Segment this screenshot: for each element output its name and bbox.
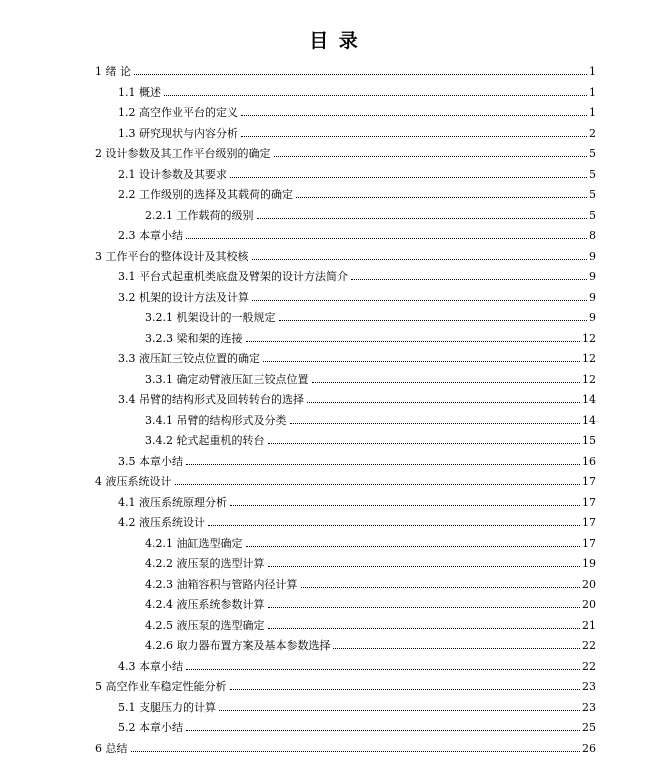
toc-entry-page-number: 22 [582, 659, 596, 673]
toc-entry-page-number: 1 [589, 65, 596, 78]
toc-entry-title: 4.2.2 液压泵的选型计算 [145, 557, 265, 570]
page-title: 目 录 [309, 30, 360, 52]
toc-entry[interactable] [145, 428, 596, 448]
toc-entry[interactable] [95, 141, 596, 161]
toc-entry-title: 3.1 平台式起重机类底盘及臂架的设计方法简介 [118, 270, 348, 283]
toc-entry[interactable] [95, 674, 596, 694]
toc-entry-page-number: 17 [582, 536, 596, 550]
toc-entry[interactable] [95, 469, 596, 489]
dot-leader [175, 484, 581, 485]
toc-entry-page-number: 23 [582, 680, 596, 693]
toc-entry-page-number: 1 [589, 85, 596, 99]
dot-leader [268, 566, 581, 567]
toc-entry-page-number: 20 [582, 577, 596, 591]
toc-entry[interactable] [118, 223, 596, 243]
toc-entry-page-number: 5 [589, 188, 596, 201]
dot-leader [268, 607, 581, 608]
dot-leader [241, 115, 587, 116]
toc-entry-page-number: 14 [582, 393, 596, 406]
toc-entry-page-number: 20 [582, 598, 596, 611]
toc-entry-page-number: 14 [582, 413, 596, 427]
toc-entry[interactable] [118, 715, 596, 735]
dot-leader [208, 525, 580, 526]
toc-entry-title: 5.2 本章小结 [118, 721, 183, 734]
dot-leader [134, 74, 587, 75]
toc-entry-title: 3.4 吊臂的结构形式及回转转台的选择 [118, 393, 304, 406]
dot-leader [333, 648, 580, 649]
toc-entry-page-number: 5 [589, 147, 596, 160]
toc-entry[interactable] [95, 736, 596, 756]
toc-entry[interactable] [145, 203, 596, 223]
toc-entry-page-number: 15 [582, 434, 596, 447]
toc-entry-title: 6 总结 [95, 741, 128, 755]
toc-entry-title: 1 绪 论 [95, 65, 131, 78]
dot-leader [246, 546, 581, 547]
dot-leader [186, 464, 580, 465]
toc-entry[interactable] [118, 80, 596, 100]
toc-entry-title: 3.2 机架的设计方法及计算 [118, 290, 249, 304]
dot-leader [301, 587, 581, 588]
toc-entry[interactable] [118, 387, 596, 407]
toc-entry[interactable] [95, 59, 596, 79]
toc-entry-title: 4.2 液压系统设计 [118, 516, 205, 529]
dot-leader [351, 279, 587, 280]
toc-entry-page-number: 17 [582, 495, 596, 509]
dot-leader [230, 505, 580, 506]
toc-entry[interactable] [118, 490, 596, 510]
toc-entry-title: 2.1 设计参数及其要求 [118, 167, 227, 181]
toc-entry[interactable] [118, 162, 596, 182]
toc-entry-title: 2.3 本章小结 [118, 229, 183, 242]
toc-entry-page-number: 5 [589, 167, 596, 181]
dot-leader [290, 423, 581, 424]
toc-entry[interactable] [145, 551, 596, 571]
dot-leader [279, 320, 588, 321]
dot-leader [230, 177, 587, 178]
toc-entry-title: 4.1 液压系统原理分析 [118, 495, 227, 509]
toc-entry-title: 3.3.1 确定动臂液压缸三铰点位置 [145, 372, 309, 386]
toc-entry-page-number: 9 [589, 311, 596, 324]
toc-entry-page-number: 12 [582, 352, 596, 365]
dot-leader [131, 751, 581, 752]
dot-leader [296, 197, 587, 198]
toc-entry[interactable] [118, 449, 596, 469]
toc-entry-title: 4 液压系统设计 [95, 475, 172, 488]
toc-entry-title: 3.3 液压缸三铰点位置的确定 [118, 352, 260, 365]
dot-leader [257, 218, 588, 219]
toc-entry-title: 4.2.5 液压泵的选型确定 [145, 618, 265, 632]
dot-leader [186, 238, 587, 239]
toc-entry[interactable] [145, 613, 596, 633]
toc-entry-page-number: 9 [589, 249, 596, 263]
toc-entry-page-number: 12 [582, 372, 596, 386]
dot-leader [268, 443, 581, 444]
dot-leader [252, 259, 588, 260]
toc-entry-page-number: 19 [582, 557, 596, 570]
toc-entry-page-number: 8 [589, 229, 596, 242]
toc-entry[interactable] [145, 367, 596, 387]
toc-entry-page-number: 9 [589, 290, 596, 304]
toc-entry-title: 3.4.2 轮式起重机的转台 [145, 434, 265, 447]
toc-entry-title: 4.2.6 取力器布置方案及基本参数选择 [145, 639, 331, 652]
dot-leader [274, 156, 588, 157]
toc-entry-page-number: 26 [582, 741, 596, 755]
toc-entry-title: 2.2 工作级别的选择及其载荷的确定 [118, 188, 293, 201]
toc-entry-page-number: 23 [582, 700, 596, 714]
toc-entry-title: 4.2.1 油缸选型确定 [145, 536, 243, 550]
toc-entry-title: 3.4.1 吊臂的结构形式及分类 [145, 413, 287, 427]
toc-entry[interactable] [118, 695, 596, 715]
toc-entry-title: 4.2.3 油箱容积与管路内径计算 [145, 577, 298, 591]
toc-entry-page-number: 21 [582, 618, 596, 632]
toc-entry-title: 3.2.3 梁和架的连接 [145, 331, 243, 345]
dot-leader [186, 669, 580, 670]
dot-leader [164, 95, 587, 96]
toc-entry-page-number: 12 [582, 331, 596, 345]
toc-entry-page-number: 1 [589, 106, 596, 119]
toc-entry[interactable] [118, 100, 596, 120]
toc-entry[interactable] [118, 510, 596, 530]
dot-leader [230, 689, 581, 690]
toc-entry[interactable] [118, 346, 596, 366]
toc-entry-title: 5.1 支腿压力的计算 [118, 700, 216, 714]
dot-leader [312, 382, 581, 383]
dot-leader [268, 628, 581, 629]
toc-entry-page-number: 5 [589, 208, 596, 222]
dot-leader [219, 710, 580, 711]
toc-entry-title: 3 工作平台的整体设计及其校核 [95, 249, 249, 263]
toc-entry-title: 1.1 概述 [118, 85, 161, 99]
toc-entry-title: 4.3 本章小结 [118, 659, 183, 673]
toc-entry-title: 1.2 高空作业平台的定义 [118, 106, 238, 119]
toc-entry[interactable] [118, 121, 596, 141]
toc-entry[interactable] [145, 592, 596, 612]
toc-entry-title: 3.5 本章小结 [118, 454, 183, 468]
toc-entry-page-number: 22 [582, 639, 596, 652]
toc-entry[interactable] [145, 326, 596, 346]
toc-entry[interactable] [95, 244, 596, 264]
toc-entry-page-number: 25 [582, 721, 596, 734]
toc-entry-page-number: 17 [582, 475, 596, 488]
toc-entry-page-number: 2 [589, 126, 596, 140]
dot-leader [186, 730, 580, 731]
toc-entry[interactable] [145, 531, 596, 551]
toc-entry-title: 1.3 研究现状与内容分析 [118, 126, 238, 140]
toc-entry-title: 5 高空作业车稳定性能分析 [95, 680, 227, 693]
toc-entry[interactable] [118, 285, 596, 305]
toc-entry-title: 4.2.4 液压系统参数计算 [145, 598, 265, 611]
dot-leader [246, 341, 581, 342]
dot-leader [252, 300, 587, 301]
toc-entry-title: 3.2.1 机架设计的一般规定 [145, 311, 276, 324]
dot-leader [241, 136, 587, 137]
toc-entry[interactable] [145, 408, 596, 428]
toc-entry-title: 2.2.1 工作载荷的级别 [145, 208, 254, 222]
toc-entry[interactable] [118, 264, 596, 284]
dot-leader [263, 361, 580, 362]
toc-entry-page-number: 17 [582, 516, 596, 529]
toc-entry[interactable] [118, 182, 596, 202]
toc-entry[interactable] [145, 572, 596, 592]
toc-entry[interactable] [118, 654, 596, 674]
toc-entry-page-number: 16 [582, 454, 596, 468]
toc-entry-page-number: 9 [589, 270, 596, 283]
toc-entry[interactable] [145, 305, 596, 325]
dot-leader [307, 402, 580, 403]
toc-entry[interactable] [145, 633, 596, 653]
toc-entry-title: 2 设计参数及其工作平台级别的确定 [95, 147, 271, 160]
